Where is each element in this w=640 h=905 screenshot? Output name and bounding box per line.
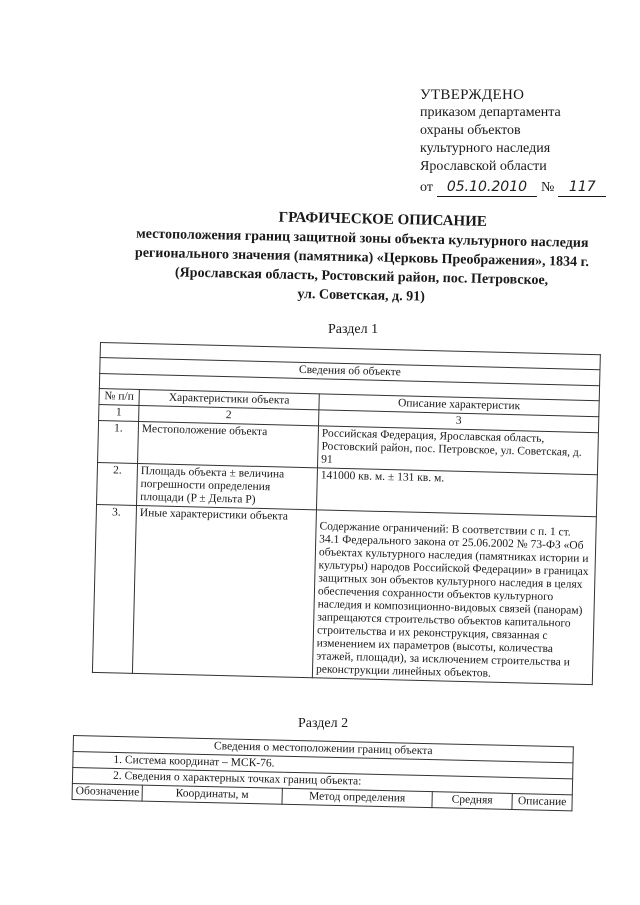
table-caption: Сведения о местоположении границ объекта: [73, 736, 573, 763]
column-header: Метод определения: [282, 788, 432, 807]
number-prefix: №: [540, 180, 555, 195]
approval-line: Ярославской области: [420, 159, 547, 174]
approval-stamp: [420, 86, 620, 197]
column-header: Характеристики объекта: [139, 389, 319, 409]
column-header: № п/п: [99, 388, 139, 405]
table-row: [92, 504, 596, 684]
document-title: ГРАФИЧЕСКОЕ ОПИСАНИЕ: [278, 209, 488, 230]
section1-title: Раздел 1: [328, 322, 379, 337]
column-header: Описание характеристик: [319, 394, 599, 417]
approval-line: охраны объектов: [420, 123, 521, 138]
boundary-table: [72, 735, 573, 811]
section2-title: Раздел 2: [298, 716, 349, 731]
document-title-block: [106, 205, 618, 311]
column-header: Координаты, м: [142, 785, 282, 804]
row-characteristic: Площадь объекта ± величина погрешности определения площади (P ± Дельта P): [137, 463, 318, 509]
column-number: 2: [139, 405, 319, 425]
table-caption: Сведения об объекте: [100, 358, 600, 386]
column-header: Обозначение: [72, 783, 142, 801]
row-characteristic: Иные характеристики объекта: [132, 505, 316, 677]
approval-date: 05.10.2010: [437, 178, 537, 197]
column-header: Средняя: [432, 792, 512, 810]
object-info-table: [92, 342, 600, 685]
column-number: 3: [319, 410, 599, 433]
approval-date-row: [420, 178, 620, 197]
row-number: 2.: [97, 462, 138, 505]
title-line: (Ярославская область, Ростовский район, пос. Петровское,: [174, 265, 549, 289]
title-line: местоположения границ защитной зоны объекта культурного наследия: [136, 226, 589, 252]
date-prefix: от: [420, 180, 433, 195]
row-description: Содержание ограничений: В соответствии с п. 1 ст. 34.1 Федерального закона от 25.06.2002 № 73-ФЗ «Об объектах культурного наследия (памятниках истории и культуры) народов Российской Федерации» в границах защитных зон объектов культурного наследия в целях обеспечения сохранности объектов культурного наследия и композиционно-видовых связей (панорам) запрещаются строительство объектов капитального строительства и их реконструкция, связанная с изменением их параметров (высоты, количества этажей, площади), за исключением строительства и реконструкции линейных объектов.: [312, 510, 596, 685]
title-line: ул. Советская, д. 91): [297, 286, 426, 305]
row-description: Российская Федерация, Ярославская область, Ростовский район, пос. Петровское, ул. Советская, д. 91: [317, 426, 598, 475]
title-line: регионального значения (памятника) «Церковь Преображения», 1834 г.: [134, 245, 590, 271]
column-number: 1: [99, 404, 139, 421]
coordinate-system: 1. Система координат – МСК-76.: [73, 752, 573, 779]
approval-heading: УТВЕРЖДЕНО: [420, 87, 525, 103]
approval-line: культурного наследия: [420, 141, 551, 156]
row-number: 1.: [98, 420, 139, 463]
column-header: Описание: [512, 793, 572, 810]
points-heading: 2. Сведения о характерных точках границ объекта:: [72, 768, 572, 795]
row-characteristic: Местоположение объекта: [138, 421, 319, 467]
approval-number: 117: [558, 178, 606, 197]
row-number: 3.: [92, 504, 136, 673]
approval-line: приказом департамента: [420, 105, 561, 120]
row-description: 141000 кв. м. ± 131 кв. м.: [316, 468, 597, 517]
